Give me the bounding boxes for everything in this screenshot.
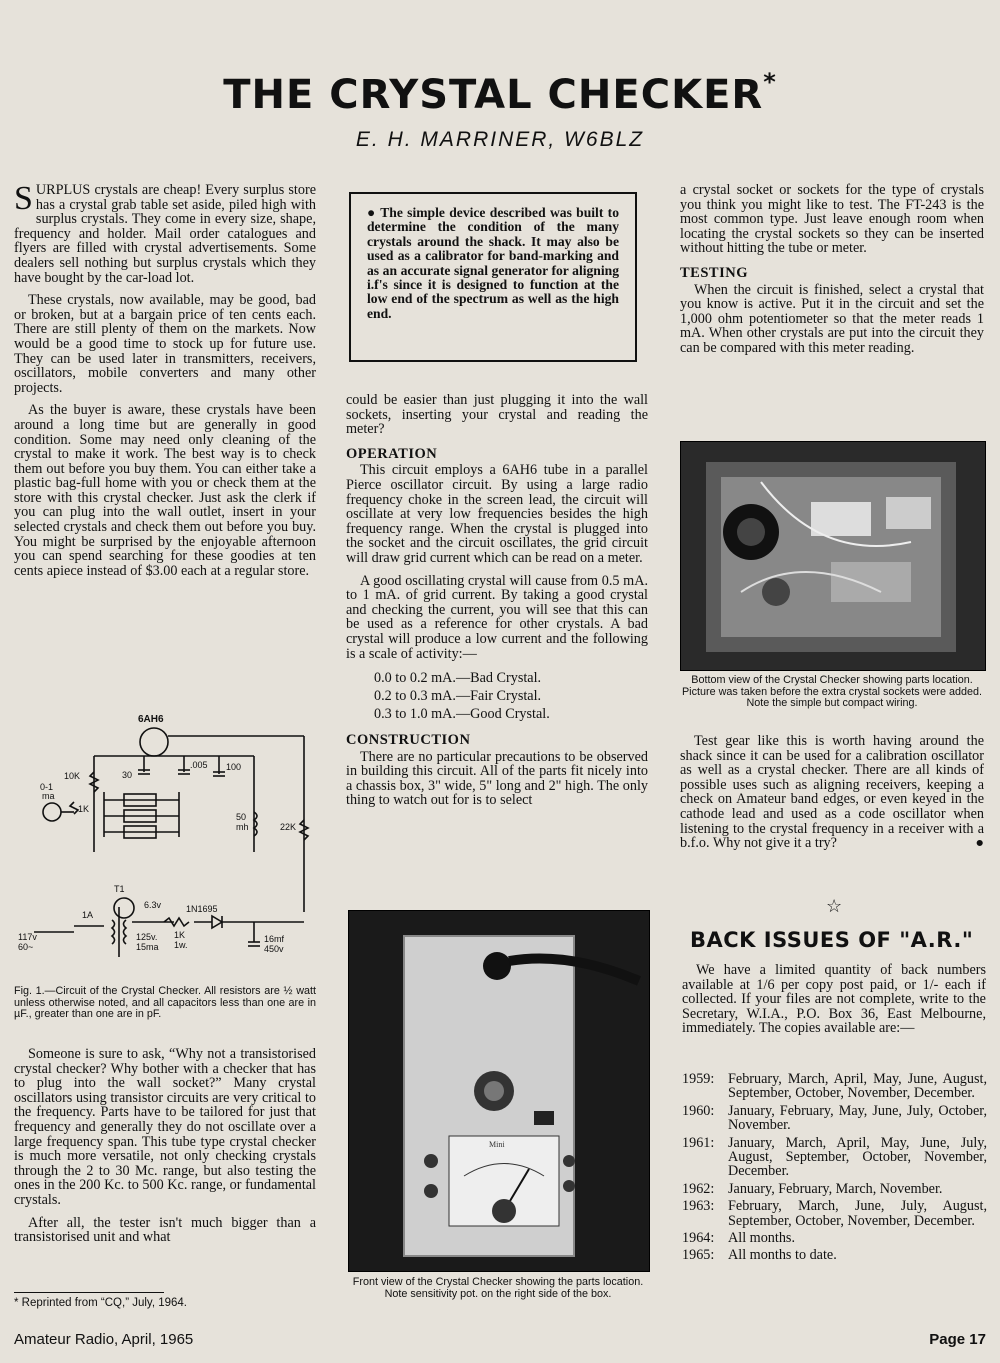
paragraph: After all, the tester isn't much bigger than a transistorised unit and what — [14, 1214, 316, 1246]
column-2 — [346, 393, 648, 816]
filter-cap-label: 450v — [264, 944, 284, 954]
back-issues-intro — [682, 963, 986, 1044]
footnote-rule — [14, 1292, 164, 1293]
meter-label: 0-1 — [40, 782, 54, 792]
paragraph: This circuit employs a 6AH6 tube in a parallel Pierce oscillator circuit. By using a large radio frequency choke in the screen lead, the circuit will oscillate at very low frequencies besides the high frequency range. When the crystal is plugged into the socket and the circuit oscillates, the grid circuit will draw grid current which can be read on a meter. — [346, 462, 648, 566]
resistor-label: 1K — [174, 930, 186, 940]
tube-label: 6AH6 — [138, 714, 164, 725]
figure-caption: Fig. 1.—Circuit of the Crystal Checker. All resistors are ½ watt unless otherwise noted, and all capacitors less than one are in µF., greater than one are in pF. — [14, 985, 316, 1020]
mains-label: 60~ — [18, 942, 34, 952]
list-item: 1964: All months. — [682, 1230, 796, 1247]
drop-cap: S — [14, 180, 33, 217]
secondary-label: 125v. — [136, 932, 158, 942]
resistor-label: 22K — [280, 822, 297, 832]
choke-label: 50 — [236, 812, 247, 822]
pot-label: 1K — [78, 804, 90, 814]
paragraph: We have a limited quantity of back numbers available at 1/6 per copy post paid, or 1/- each if collected. If your files are not complete, write to the Secretary, W.I.A., P.O. Box 36, East Melbourne, immediately. The copies available are:— — [682, 962, 986, 1037]
back-issues-list — [682, 1072, 987, 1266]
list-item: 1960: January, February, May, June, July, October, November. — [682, 1102, 987, 1134]
heater-label: 6.3v — [144, 900, 162, 910]
meter-unit-label: ma — [42, 791, 55, 801]
cap-label: 100 — [226, 762, 242, 772]
paragraph: Test gear like this is worth having around the shack since it can be used for a calibration oscillator as well as a crystal checker. There are all kinds of possible uses such as aligning receivers, keeping a check on Amateur band edges, or even keyed in the cathode lead and used as a code oscillator when listening to the crystal frequency in a receiver with a b.f.o. Why not give it a try? ● — [680, 733, 984, 852]
cap-label: .005 — [190, 760, 208, 770]
diode-label: 1N1695 — [186, 904, 218, 914]
secondary-label: 15ma — [136, 942, 159, 952]
transformer-label: T1 — [114, 884, 125, 894]
end-mark: ● — [975, 835, 984, 852]
front-view-photo — [348, 910, 650, 1272]
front-view-caption: Front view of the Crystal Checker showing the parts location. Note sensitivity pot. on the right side of the box. — [352, 1276, 644, 1300]
resistor-label: 10K — [64, 771, 81, 781]
back-issues-title: BACK ISSUES OF "A.R." — [690, 928, 974, 952]
paragraph: Someone is sure to ask, “Why not a transistorised crystal checker? Why bother with a checker that has to plug into the wall socket?” Many crystal oscillators using transistor circuits are very critical to the frequency. Parts have to be tailored for just that frequency and generally they do not oscillate over a large frequency span. This tube type crystal checker is much more versatile, not only checking crystals through the 2 to 30 Mc. range, but also testing the ones in the 200 Kc. to 500 Kc. range, or fundamental crystals. — [14, 1046, 316, 1208]
column-3 — [680, 183, 984, 364]
article-byline: E. H. MARRINER, W6BLZ — [355, 128, 645, 151]
cap-label: 30 — [122, 770, 133, 780]
bottom-view-photo — [680, 441, 986, 671]
footnote: * Reprinted from “CQ,” July, 1964. — [14, 1297, 187, 1309]
column-1 — [14, 180, 316, 586]
mains-label: 117v — [18, 932, 37, 942]
star-icon: ☆ — [826, 896, 843, 916]
list-item: 1962: January, February, March, November. — [682, 1180, 943, 1197]
list-item: 1963: February, March, June, July, August, September, October, November, December. — [682, 1198, 987, 1229]
paragraph: These crystals, now available, may be good, bad or broken, but at a bargain price of ten cents each. There are still plenty of them on the markets. Now would be a good time to stock up for future use. They can be used later in transmitters, receivers, oscillators, mobile converters and many other projects. — [14, 292, 316, 396]
paragraph: There are no particular precautions to be observed in building this circuit. All of the parts fit nicely into a chassis box, 3" wide, 5" long and 2" high. The only thing to watch out for is to select — [346, 748, 648, 809]
scale-item: 0.2 to 0.3 mA.—Fair Crystal. — [374, 688, 542, 705]
paragraph: a crystal socket or sockets for the type of crystals you think you might like to test. The FT-243 is the most common type. Just leave enough room when locating the crystal sockets so they can be inserted without hitting the tube or meter. — [680, 182, 984, 257]
paragraph: A good oscillating crystal will cause from 0.5 mA. to 1 mA. of grid current. By taking a good crystal and checking the current, you will see that this can be used as a reference for other crystals. A bad crystal will produce a low current and the following is a scale of activity:— — [346, 572, 648, 662]
scale-item: 0.0 to 0.2 mA.—Bad Crystal. — [374, 670, 542, 687]
bottom-view-caption: Bottom view of the Crystal Checker showing parts location. Picture was taken before the extra crystal sockets were added. Note the simple but compact wiring. — [681, 674, 983, 709]
heading-testing: TESTING — [680, 264, 748, 281]
paragraph-intro: SURPLUS crystals are cheap! Every surplus store has a crystal grab table set aside, piled high with surplus crystals. They come in every size, shape, frequency and holder. Mail order catalogues and flyers are filled with crystal advertisements. Some dealers sell nothing but surplus crystals which they have bought by the car-load lot. — [14, 180, 316, 286]
list-item: 1961: January, March, April, May, June, July, August, September, October, November, December. — [682, 1134, 987, 1180]
resistor-label: 1w. — [174, 940, 188, 950]
list-item: 1965: All months to date. — [682, 1247, 837, 1264]
circuit-schematic — [14, 712, 316, 982]
footer-page-number: Page 17 — [929, 1331, 986, 1348]
column-1-continued — [14, 1047, 316, 1253]
column-3-continued — [680, 734, 984, 859]
heading-construction: CONSTRUCTION — [346, 732, 471, 749]
activity-scale — [374, 669, 648, 723]
list-item: 1959: February, March, April, May, June, August, September, October, November, December. — [682, 1071, 987, 1102]
fuse-label: 1A — [82, 910, 94, 920]
article-title: THE CRYSTAL CHECKER* — [223, 68, 777, 118]
scale-item: 0.3 to 1.0 mA.—Good Crystal. — [374, 706, 550, 723]
footer-publication: Amateur Radio, April, 1965 — [14, 1331, 194, 1348]
heading-operation: OPERATION — [346, 445, 438, 462]
choke-unit-label: mh — [236, 822, 249, 832]
paragraph: could be easier than just plugging it into the wall sockets, inserting your crystal and reading the meter? — [346, 392, 648, 438]
paragraph: As the buyer is aware, these crystals have been around a long time but are generally in good condition. Some may need only cleaning of the crystal to make it work. The best way is to check them out before you buy them. You can either take a plastic bag-full home with you or check them at the store with this crystal checker. Just ask the clerk if you can plug into the wall outlet, insert in your selected crystals and check them out before you buy. You might be surprised by the enjoyable afternoon you can spend searching for these goodies at ten cents apiece instead of $3.00 each at a regular store. — [14, 402, 316, 579]
filter-cap-label: 16mf — [264, 934, 285, 944]
paragraph: When the circuit is finished, select a crystal that you know is active. Put it in the circuit and set the 1,000 ohm potentiometer so that the meter reads 1 mA. When other crystals are put into the circuit they can be compared with this meter reading. — [680, 281, 984, 356]
meter-brand-label: Mini — [489, 1140, 505, 1149]
summary-box: ● The simple device described was built to determine the condition of the many crystals around the shack. It may also be used as a calibrator for band-marking and as an accurate signal generator for aligning i.f's since it is designed to function at the low end of the spectrum as well as the high end. — [349, 192, 637, 362]
